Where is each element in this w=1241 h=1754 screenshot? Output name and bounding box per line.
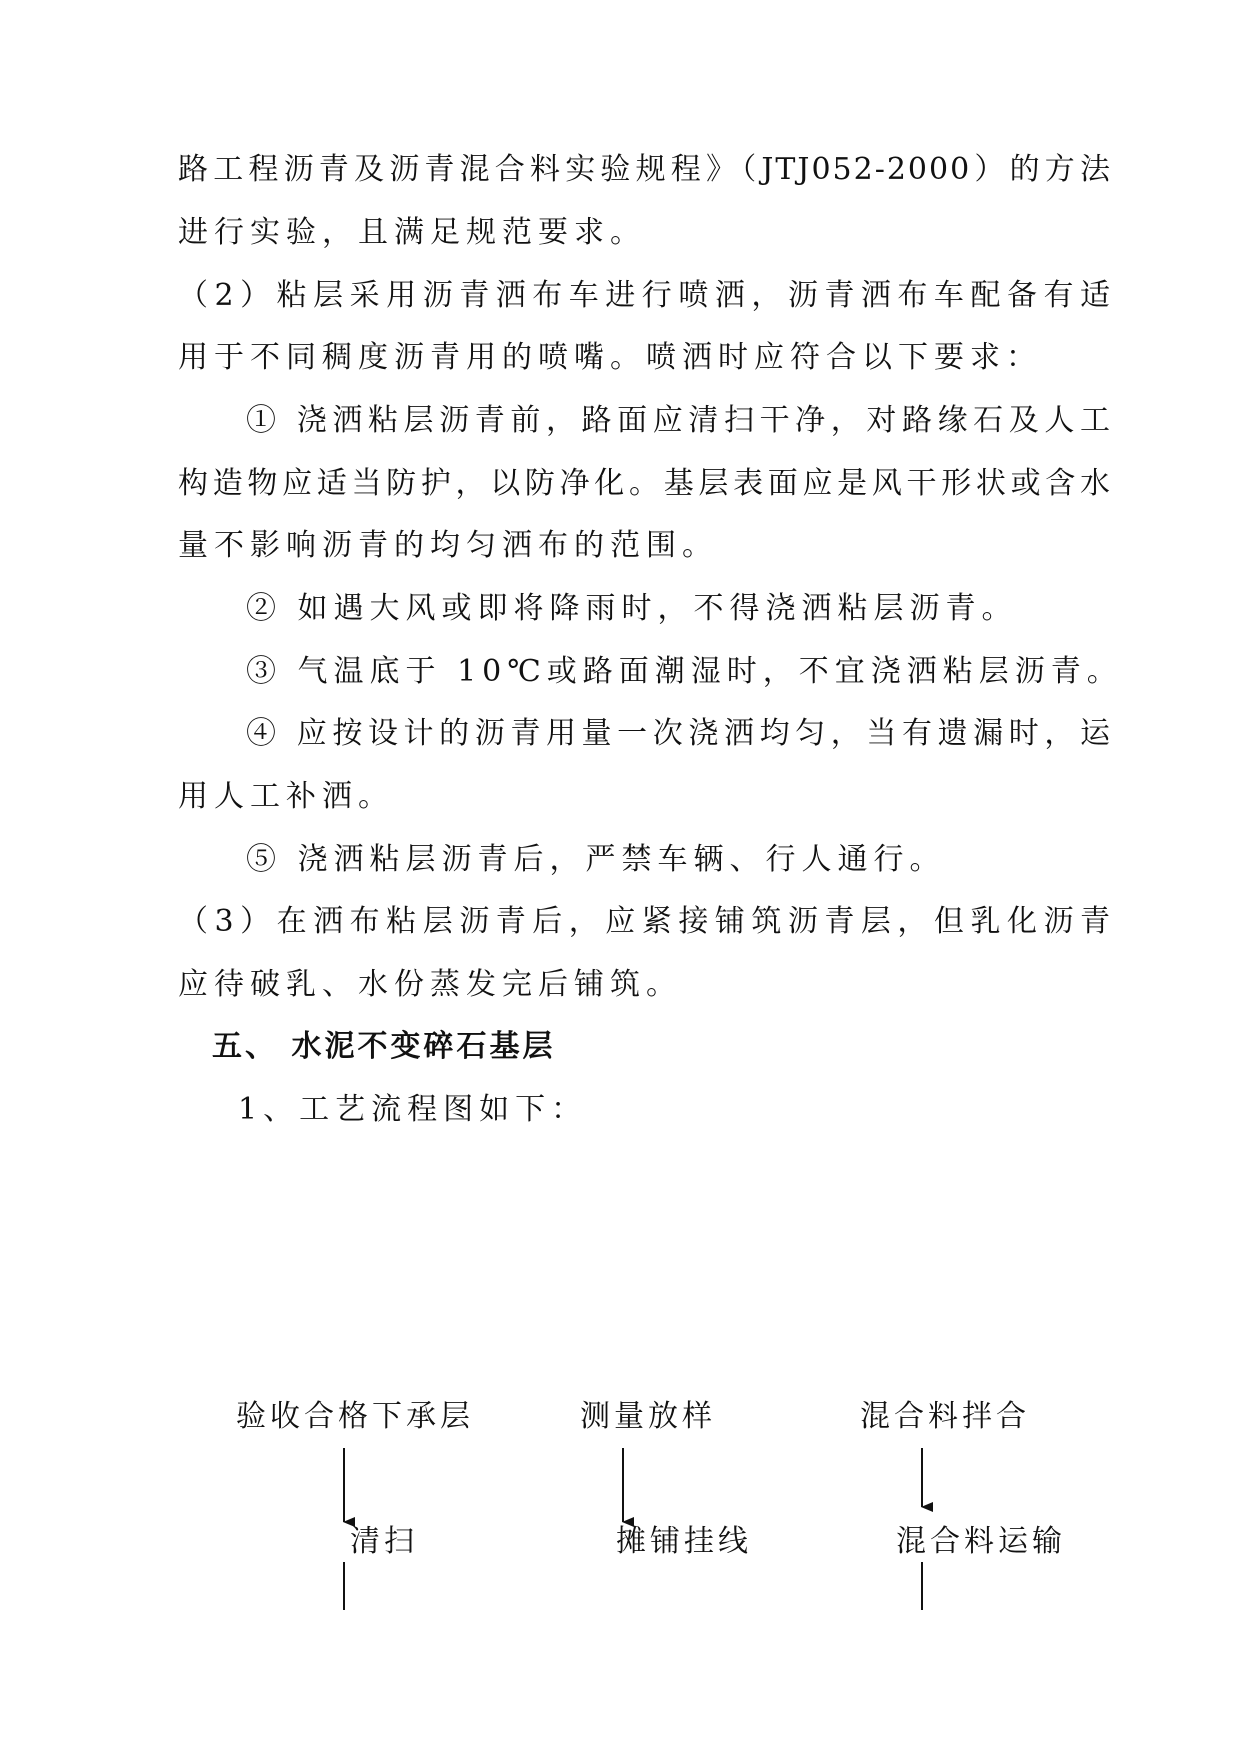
flow-node-mixture-transport: 混合料运输 [896,1524,1066,1559]
flow-node-mixture-mixing: 混合料拌合 [860,1399,1030,1434]
flow-node-paving-lines: 摊铺挂线 [616,1524,752,1559]
subsection-title: 1、工艺流程图如下： [238,1092,588,1127]
text-line: 路工程沥青及沥青混合料实验规程》（JTJ052-2000）的方法 [178,152,1112,187]
flow-node-survey-layout: 测量放样 [580,1399,716,1434]
text-line: ④ 应按设计的沥青用量一次浇洒均匀，当有遗漏时，运 [246,716,1112,751]
text-line: 量不影响沥青的均匀洒布的范围。 [178,528,718,563]
text-line: 构造物应适当防护，以防净化。基层表面应是风干形状或含水 [178,466,1112,501]
text-line: ③ 气温底于 10℃或路面潮湿时，不宜浇洒粘层沥青。 [246,654,1123,689]
section-heading: 五、 水泥不变碎石基层 [212,1029,556,1064]
text-line: ① 浇洒粘层沥青前，路面应清扫干净，对路缘石及人工 [246,403,1112,438]
text-line: 进行实验，且满足规范要求。 [178,215,646,250]
text-line: 应待破乳、水份蒸发完后铺筑。 [178,967,682,1002]
text-line: （2）粘层采用沥青洒布车进行喷洒，沥青洒布车配备有适 [178,278,1112,313]
flow-node-cleaning: 清扫 [350,1524,418,1559]
text-line: ② 如遇大风或即将降雨时，不得浇洒粘层沥青。 [246,591,1018,626]
text-line: 用于不同稠度沥青用的喷嘴。喷洒时应符合以下要求： [178,340,1042,375]
text-line: 用人工补洒。 [178,779,394,814]
flow-node-accept-lower-layer: 验收合格下承层 [236,1399,474,1434]
text-line: ⑤ 浇洒粘层沥青后，严禁车辆、行人通行。 [246,842,946,877]
text-line: （3）在洒布粘层沥青后，应紧接铺筑沥青层，但乳化沥青 [178,904,1112,939]
